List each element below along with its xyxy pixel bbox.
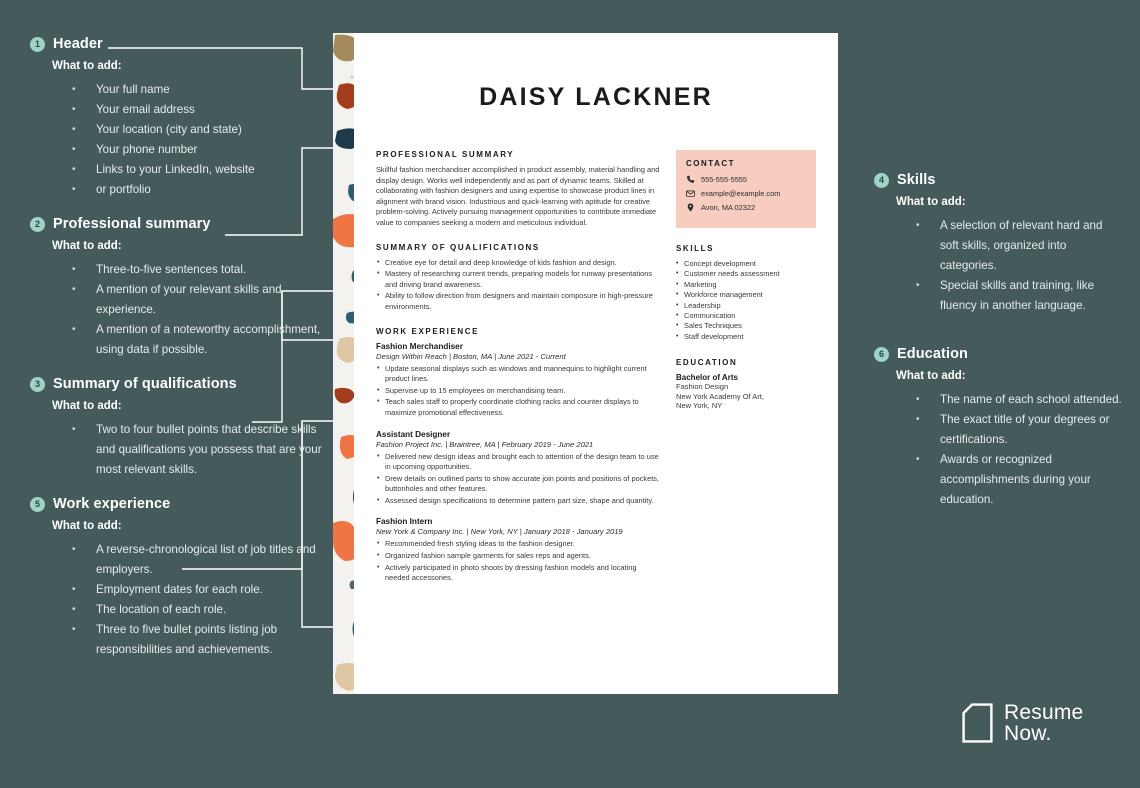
- logo-line-1: Resume: [1004, 701, 1084, 724]
- what-to-add-label: What to add:: [52, 240, 122, 252]
- annotation-skills: [874, 172, 1124, 316]
- work-experience-entry: [376, 342, 660, 419]
- list-item: • Concept development: [676, 259, 816, 269]
- list-item: • Staff development: [676, 332, 816, 342]
- annotation-item-list: [914, 390, 1124, 510]
- list-item: • Two to four bullet points that describe skills and qualifications you possess that are your most relevant skills.: [70, 420, 326, 480]
- resume-side-column: [676, 150, 816, 595]
- work-experience-entry: [376, 517, 660, 583]
- contact-email: example@example.com: [701, 189, 781, 198]
- list-item: • Creative eye for detail and deep knowledge of kids fashion and design.: [376, 258, 660, 269]
- education-field: Fashion Design: [676, 382, 729, 392]
- annotations-right-column: [874, 172, 1124, 526]
- annotation-header: [30, 36, 326, 200]
- annotation-heading: [874, 172, 1124, 188]
- job-title: Assistant Designer: [376, 429, 451, 439]
- map-pin-icon: [686, 203, 695, 212]
- what-to-add-label: What to add:: [52, 60, 122, 72]
- annotation-professional-summary: [30, 216, 326, 360]
- list-item: • Sales Techniques: [676, 321, 816, 331]
- step-number-badge: 5: [30, 497, 45, 512]
- list-item: • Workforce management: [676, 290, 816, 300]
- job-bullet-list: [376, 539, 660, 583]
- education-school-location: New York, NY: [676, 401, 723, 411]
- annotation-item-list: [914, 216, 1124, 316]
- annotation-title: Professional summary: [53, 216, 211, 232]
- step-number-badge: 3: [30, 377, 45, 392]
- job-bullet-list: [376, 452, 660, 507]
- contact-box: [676, 150, 816, 228]
- what-to-add-label: What to add:: [52, 520, 122, 532]
- annotation-heading: [874, 346, 1124, 362]
- list-item: • Teach sales staff to properly coordinate clothing racks and counter displays to maximize promotional effectiveness.: [376, 397, 660, 418]
- annotation-item-list: [70, 540, 326, 660]
- list-item: • The exact title of your degrees or certifications.: [914, 410, 1124, 450]
- professional-summary-heading: PROFESSIONAL SUMMARY: [376, 150, 515, 159]
- list-item: • Organized fashion sample garments for sales reps and agents.: [376, 551, 660, 562]
- list-item: • Delivered new design ideas and brought each to attention of the design team to use in upcoming opportunities.: [376, 452, 660, 473]
- resume-name: DAISY LACKNER: [479, 83, 713, 111]
- list-item: • Your email address: [70, 100, 326, 120]
- list-item: • A mention of your relevant skills and experience.: [70, 280, 326, 320]
- work-experience-entry: [376, 430, 660, 507]
- contact-email-row: [686, 189, 806, 198]
- job-meta: New York & Company Inc. | New York, NY | January 2018 - January 2019: [376, 527, 623, 537]
- contact-phone: 555-555-5555: [701, 175, 748, 184]
- list-item: • or portfolio: [70, 180, 326, 200]
- summary-of-qualifications-list: [376, 258, 660, 313]
- logo-line-2: Now.: [1004, 722, 1052, 745]
- work-experience-heading: WORK EXPERIENCE: [376, 326, 480, 336]
- list-item: • Mastery of researching current trends, preparing models for runway presentations and driving brand awareness.: [376, 269, 660, 290]
- list-item: • Your location (city and state): [70, 120, 326, 140]
- what-to-add-label: What to add:: [896, 370, 966, 382]
- annotation-work-experience: [30, 496, 326, 660]
- logo-text: [1004, 702, 1083, 744]
- annotation-item-list: [70, 260, 326, 360]
- annotation-heading: [30, 496, 326, 512]
- contact-heading: CONTACT: [686, 159, 736, 168]
- annotation-heading: [30, 216, 326, 232]
- annotation-summary-of-qualifications: [30, 376, 326, 480]
- list-item: • A reverse-chronological list of job titles and employers.: [70, 540, 326, 580]
- job-meta: Design Within Reach | Boston, MA | June 2021 - Current: [376, 351, 566, 361]
- list-item: • Leadership: [676, 301, 816, 311]
- list-item: • The name of each school attended.: [914, 390, 1124, 410]
- education-heading: EDUCATION: [676, 358, 738, 368]
- annotation-title: Summary of qualifications: [53, 376, 237, 392]
- job-title: Fashion Merchandiser: [376, 341, 463, 351]
- annotation-heading: [30, 36, 326, 52]
- job-title: Fashion Intern: [376, 517, 433, 527]
- list-item: • Assessed design specifications to determine pattern part size, shape and quantity.: [376, 496, 660, 507]
- annotation-title: Skills: [897, 172, 936, 188]
- what-to-add-label: What to add:: [896, 196, 966, 208]
- contact-location-row: [686, 203, 806, 212]
- list-item: • Supervise up to 15 employees on merchandising team.: [376, 386, 660, 397]
- what-to-add-label: What to add:: [52, 400, 122, 412]
- annotation-heading: [30, 376, 326, 392]
- resume-page: [333, 33, 838, 694]
- document-icon: [962, 703, 993, 743]
- list-item: • A selection of relevant hard and soft skills, organized into categories.: [914, 216, 1124, 276]
- annotation-title: Education: [897, 346, 968, 362]
- list-item: • Links to your LinkedIn, website: [70, 160, 326, 180]
- list-item: • Three-to-five sentences total.: [70, 260, 326, 280]
- step-number-badge: 4: [874, 173, 889, 188]
- education-degree: Bachelor of Arts: [676, 373, 738, 383]
- job-bullet-list: [376, 364, 660, 419]
- list-item: • Awards or recognized accomplishments during your education.: [914, 450, 1124, 510]
- envelope-icon: [686, 189, 695, 198]
- step-number-badge: 6: [874, 347, 889, 362]
- list-item: • Ability to follow direction from designers and maintain composure in high-pressure environments.: [376, 291, 660, 312]
- job-meta: Fashion Project Inc. | Braintree, MA | February 2019 - June 2021: [376, 439, 594, 449]
- annotations-left-column: [30, 36, 326, 676]
- summary-of-qualifications-heading: SUMMARY OF QUALIFICATIONS: [376, 242, 540, 252]
- list-item: • Update seasonal displays such as windows and mannequins to highlight current product lines.: [376, 364, 660, 385]
- resume-content: [354, 33, 838, 694]
- skills-list: [676, 259, 816, 342]
- list-item: • Customer needs assessment: [676, 269, 816, 279]
- decorative-terrazzo-strip: [333, 33, 354, 694]
- list-item: • Your full name: [70, 80, 326, 100]
- list-item: • A mention of a noteworthy accomplishment, using data if possible.: [70, 320, 326, 360]
- list-item: • Actively participated in photo shoots by dressing fashion models and locating needed accessories.: [376, 563, 660, 584]
- annotation-education: [874, 346, 1124, 510]
- list-item: • Communication: [676, 311, 816, 321]
- annotation-item-list: [70, 420, 326, 480]
- list-item: • Drew details on outlined parts to show accurate join points and positions of pockets, buttonholes and other features.: [376, 474, 660, 495]
- professional-summary-text: Skillful fashion merchandiser accomplished in product assembly, material handling and display design. Works well independently and as part of dynamic teams. Skilled at collaborating with fashion designers and using expertise to showcase product lines in alignment with brand vision. Industrious and quick-learning with aptitude for creative problem-solving. Actively pursuing management opportunities to contribute immediate value to companies seeking a modern and meticulous individual.: [376, 165, 660, 227]
- terrazzo-shapes: [333, 33, 354, 694]
- list-item: • Your phone number: [70, 140, 326, 160]
- contact-location: Avon, MA 02322: [701, 203, 756, 212]
- annotation-item-list: [70, 80, 326, 200]
- contact-phone-row: [686, 175, 806, 184]
- list-item: • Recommended fresh styling ideas to the fashion designer.: [376, 539, 660, 550]
- list-item: • Three to five bullet points listing job responsibilities and achievements.: [70, 620, 326, 660]
- list-item: • The location of each role.: [70, 600, 326, 620]
- skills-heading: SKILLS: [676, 244, 715, 253]
- annotation-title: Work experience: [53, 496, 171, 512]
- resume-main-column: [376, 150, 660, 595]
- list-item: • Employment dates for each role.: [70, 580, 326, 600]
- step-number-badge: 1: [30, 37, 45, 52]
- step-number-badge: 2: [30, 217, 45, 232]
- list-item: • Special skills and training, like fluency in another language.: [914, 276, 1124, 316]
- phone-icon: [686, 175, 695, 184]
- education-school: New York Academy Of Art,: [676, 391, 764, 401]
- list-item: • Marketing: [676, 280, 816, 290]
- resume-columns: [376, 150, 816, 595]
- annotation-title: Header: [53, 36, 103, 52]
- education-section: [676, 358, 816, 411]
- resume-now-logo: [962, 702, 1083, 744]
- skills-section: [676, 244, 816, 342]
